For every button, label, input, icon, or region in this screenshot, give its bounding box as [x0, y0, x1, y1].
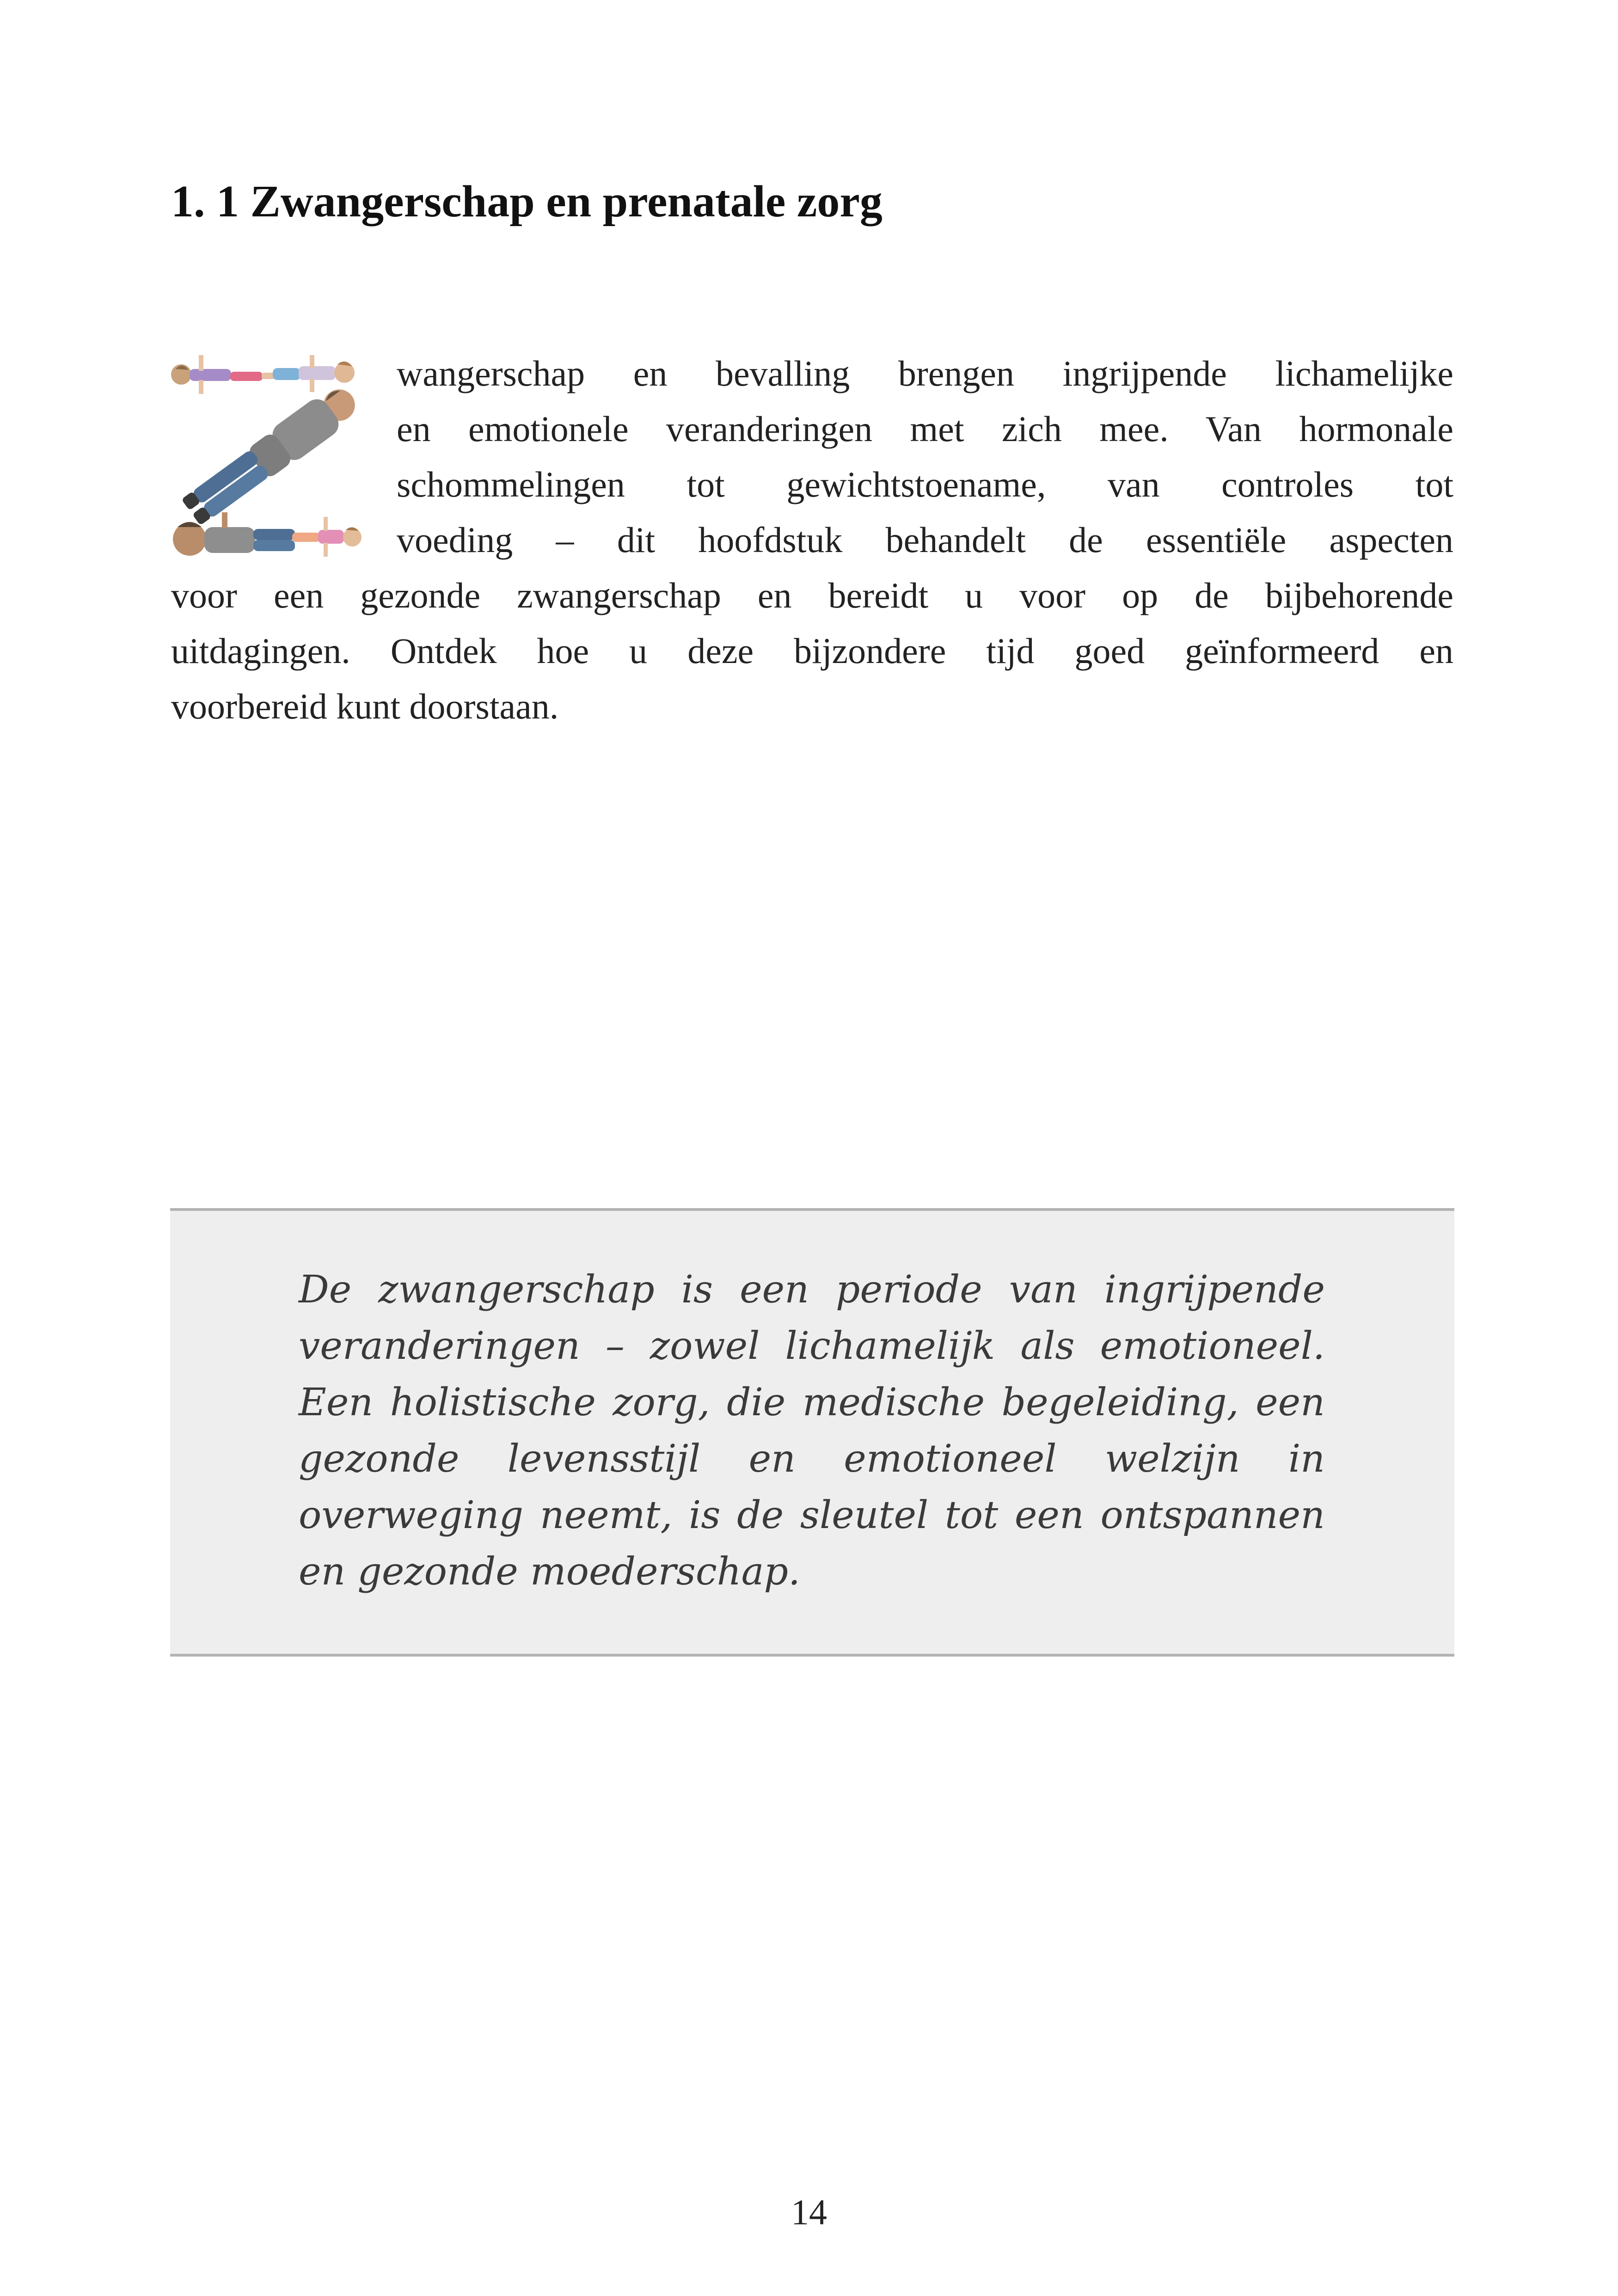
quote-line-4: gezonde levensstijl en emotioneel welzijn in — [299, 1437, 1325, 1481]
intro-line-3: schommelingen tot gewichtstoename, van controles tot — [397, 464, 1453, 504]
intro-line-7: voorbereid kunt doorstaan. — [171, 686, 559, 726]
quote-line-2: veranderingen – zowel lichamelijk als emotioneel. — [299, 1324, 1325, 1368]
intro-line-1: wangerschap en bevalling brengen ingrijpende lichamelijke — [397, 353, 1453, 393]
quote-line-6: en gezonde moederschap. — [299, 1550, 801, 1594]
quote-box — [170, 1208, 1454, 1657]
letter-z-made-of-people-icon — [171, 346, 365, 568]
top-bar-figures — [171, 355, 355, 394]
intro-line-4: voeding – dit hoofdstuk behandelt de essentiële aspecten — [397, 520, 1453, 560]
page-number: 14 — [791, 2192, 827, 2232]
quote-line-5: overweging neemt, is de sleutel tot een ontspannen — [299, 1493, 1325, 1537]
intro-line-6: uitdagingen. Ontdek hoe u deze bijzondere tijd goed geïnformeerd en — [171, 631, 1453, 671]
intro-line-5: voor een gezonde zwangerschap en bereidt u voor op de bijbehorende — [171, 575, 1453, 615]
intro-line-2: en emotionele veranderingen met zich mee. Van hormonale — [397, 409, 1453, 449]
quote-line-1: De zwangerschap is een periode van ingrijpende — [299, 1268, 1325, 1312]
section-heading: 1. 1 Zwangerschap en prenatale zorg — [171, 177, 883, 227]
diagonal-figure — [179, 380, 364, 529]
intro-paragraph — [171, 346, 1453, 743]
quote-line-3: Een holistische zorg, die medische begeleiding, een — [299, 1381, 1325, 1424]
